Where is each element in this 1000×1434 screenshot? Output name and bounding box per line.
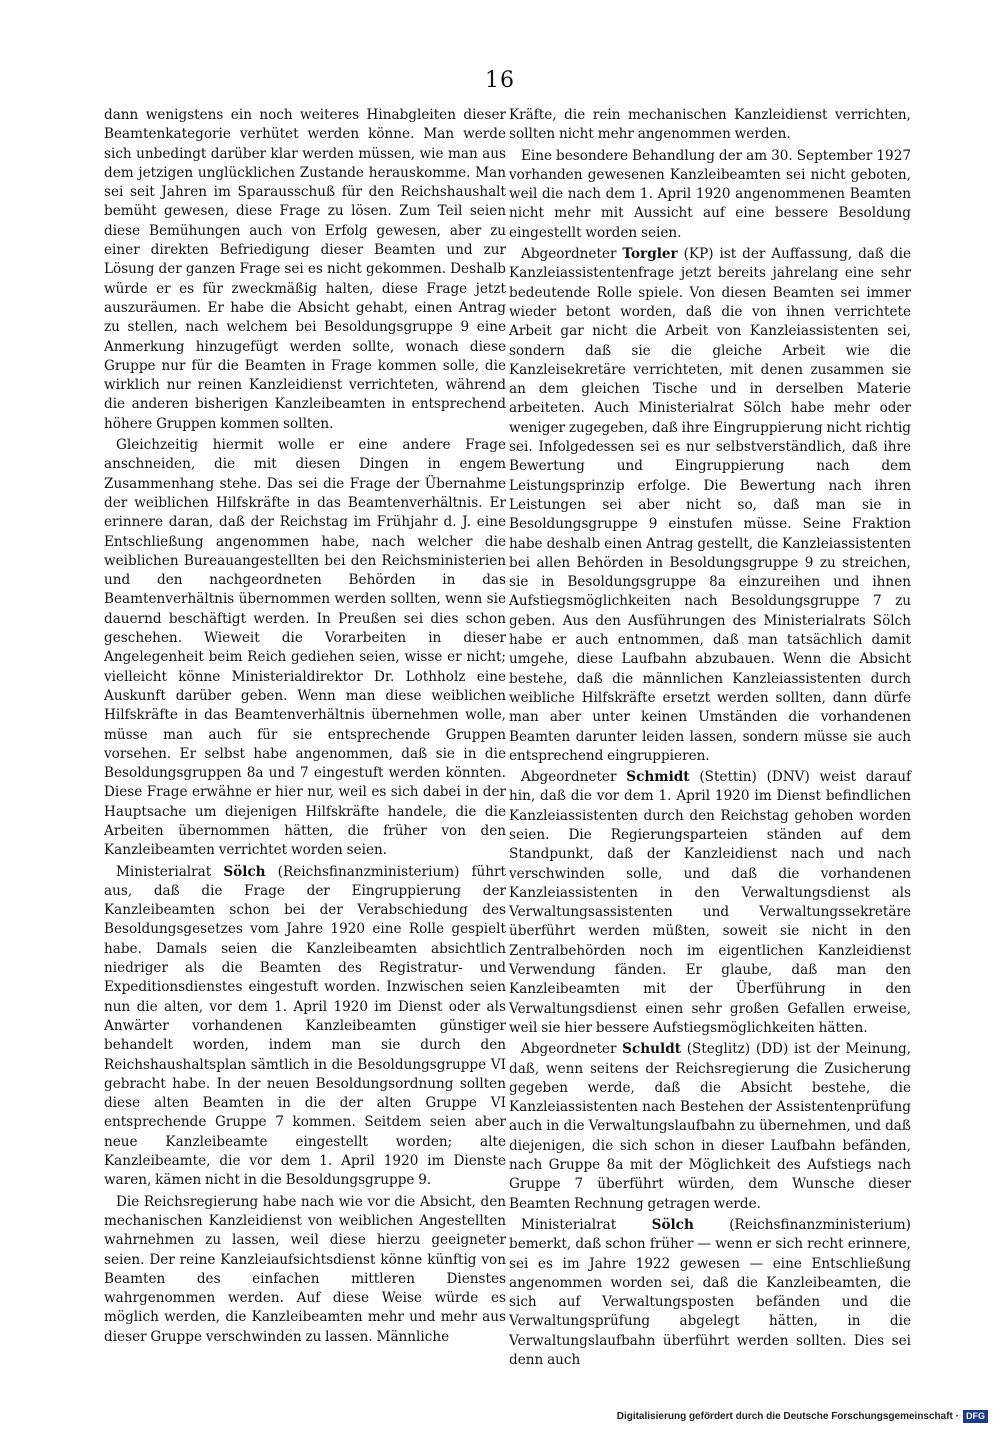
digitization-footer <box>617 1410 988 1423</box>
speaker-text: (Stettin) (DNV) weist darauf hin, daß die vor dem 1. April 1920 im Dienst befindlichen Kanzleiassistenten durch den Reichstag gehoben worden seien. Die Regierungsparteien ständen auf dem Standpunkt, daß der Kanzleidienst nach und nach verschwinden solle, und daß die vorhandenen Kanzleiassistenten in den Verwaltungsdienst als Verwaltungsassistenten und Verwaltungssekretäre überführt werden müßten, soweit sie nicht in den Zentralbehörden noch im eigentlichen Kanzleidienst Verwendung fänden. Er glaube, daß man den Kanzleibeamten mit der Überführung in den Verwaltungsdienst einen sehr großen Gefallen erweise, weil sie hier bessere Aufstiegsmöglichkeiten hätten. <box>509 769 911 1036</box>
speaker-title: Abgeordneter <box>521 246 617 263</box>
speaker-name: Torgler <box>622 246 678 263</box>
speaker-name: Sölch <box>651 1216 694 1233</box>
speaker-text: (Reichsfinanzministerium) bemerkt, daß schon früher — wenn er sich recht erinnere, sei es im Jahre 1922 gewesen — eine Entschließung angenommen worden sei, daß die Kanzleibeamten, die sich auf Verwaltungsposten befänden und die Verwaltungsprüfung abgelegt hätten, in die Verwaltungslaufbahn überführt werden sollten. Dies sei denn auch <box>509 1216 911 1368</box>
paragraph: Gleichzeitig hiermit wolle er eine andere Frage anschneiden, die mit diesen Dingen in engem Zusammenhang stehe. Das sei die Frage der Übernahme der weiblichen Hilfskräfte in das Beamtenverhältnis. Er erinnere daran, daß der Reichstag im Frühjahr d. J. eine Entschließung angenommen habe, nach welcher die weiblichen Bureauangestellten bei den Reichsministerien und den nachgeordneten Behörden in das Beamtenverhältnis übernommen werden sollten, wenn sie dauernd beschäftigt werden. In Preußen sei dies schon geschehen. Wieweit die Vorarbeiten in dieser Angelegenheit beim Reich gediehen seien, wisse er nicht; vielleicht könne Ministerialdirektor Dr. Lothholz eine Auskunft darüber geben. Wenn man diese weiblichen Hilfskräfte in das Beamtenverhältnis übernehmen wolle, müsse man auch für sie entsprechende Gruppen vorsehen. Er selbst habe angenommen, daß sie in die Besoldungsgruppen 8a und 7 eingestuft werden könnten. Diese Frage erwähne er hier nur, weil es sich dabei in der Hauptsache um diejenigen Hilfskräfte handele, die die Arbeiten übernommen hätten, die früher von den Kanzleibeamten verrichtet worden seien. <box>104 437 506 859</box>
dfg-logo: DFG <box>963 1410 988 1423</box>
speaker-paragraph <box>509 245 911 766</box>
speaker-title: Ministerialrat <box>521 1216 617 1233</box>
speaker-name: Schuldt <box>622 1041 681 1058</box>
speaker-text: (KP) ist der Auffassung, daß die Kanzleiassistentenfrage jetzt bereits jahrelang eine sehr bedeutende Rolle spiele. Von diesen Beamten sei immer wieder betont worden, daß die von ihnen verrichtete Arbeit gar nicht die Arbeit von Kanzleiassistenten sei, sondern daß sie die gleiche Arbeit wie die Kanzleisekretäre verrichteten, mit denen zusammen sie an dem gleichen Tische und in derselben Materie arbeiteten. Auch Ministerialrat Sölch habe mehr oder weniger zugegeben, daß ihre Eingruppierung nicht richtig sei. Infolgedessen sei es nur selbstverständlich, daß ihre Bewertung und Eingruppierung nach dem Leistungsprinzip erfolge. Die Bewertung nach ihren Leistungen sei aber nicht so, daß man sie in Besoldungsgruppe 9 einstufen müsse. Seine Fraktion habe deshalb einen Antrag gestellt, die Kanzleiassistenten bei allen Behörden in Besoldungsgruppe 9 zu streichen, sie in Besoldungsgruppe 8a einzureihen und ihnen Aufstiegsmöglichkeiten nach Besoldungsgruppe 7 zu geben. Aus den Ausführungen des Ministerialrats Sölch habe er auch entnommen, daß man tatsächlich damit umgehe, diese Laufbahn abzubauen. Wenn die Absicht bestehe, daß die männlichen Kanzleiassistenten durch weibliche Hilfskräfte ersetzt werden sollten, dann dürfe man aber unter keinen Umständen die vorhandenen Beamten darunter leiden lassen, sondern müsse sie auch entsprechend eingruppieren. <box>509 246 911 764</box>
speaker-text: (Steglitz) (DD) ist der Meinung, daß, wenn seitens der Reichsregierung die Zusicherung gegeben werde, daß die Absicht bestehe, die Kanzleiassistenten nach Bestehen der Assistentenprüfung auch in die Verwaltungslaufbahn zu übernehmen, und daß diejenigen, die sich schon in dieser Laufbahn befänden, nach Gruppe 8a mit der Möglichkeit des Aufstiegs nach Gruppe 7 überführt würden, dem Wunsche dieser Beamten Rechnung getragen werde. <box>509 1041 911 1212</box>
speaker-paragraph <box>509 1040 911 1214</box>
speaker-title: Ministerialrat <box>116 863 212 880</box>
left-column <box>104 106 506 1345</box>
speaker-paragraph <box>509 768 911 1038</box>
speaker-paragraph <box>104 863 506 1191</box>
speaker-title: Abgeordneter <box>521 769 617 786</box>
paragraph: Die Reichsregierung habe nach wie vor die Absicht, den mechanischen Kanzleidienst von weiblichen Angestellten wahrnehmen zu lassen, weil diese hierzu geeigneter seien. Der reine Kanzleiaufsichtsdienst könne künftig von Beamten des einfachen mittleren Dienstes wahrgenommen werden. Auf diese Weise würde es möglich werden, die Kanzleibeamten mehr und mehr aus dieser Gruppe verschwinden zu lassen. Männliche <box>104 1193 506 1345</box>
speaker-paragraph <box>509 1216 911 1370</box>
speaker-name: Sölch <box>223 863 266 880</box>
paragraph: dann wenigstens ein noch weiteres Hinabgleiten dieser Beamtenkategorie verhütet werden könne. Man werde sich unbedingt darüber klar werden müssen, wie man aus dem jetzigen unglücklichen Zustande herauskomme. Man sei seit Jahren im Sparausschuß für den Reichshaushalt bemüht gewesen, diese Frage zu lösen. Zum Teil seien diese Bemühungen auch von Erfolg gewesen, aber zu einer direkten Befriedigung dieser Beamten und zur Lösung der ganzen Frage sei es nicht gekommen. Deshalb würde er es für zweckmäßig halten, diese Frage jetzt auszuräumen. Er habe die Absicht gehabt, einen Antrag zu stellen, nach welchem bei Besoldungsgruppe 9 eine Anmerkung hinzugefügt werden sollte, wonach diese Gruppe nur für die Beamten in Frage kommen solle, die wirklich nur reinen Kanzleidienst verrichteten, während die anderen bisherigen Kanzleibeamten in entsprechend höhere Gruppen kommen sollten. <box>104 107 506 432</box>
footer-credit: Digitalisierung gefördert durch die Deutsche Forschungsgemeinschaft · <box>616 1411 959 1422</box>
right-column <box>509 106 911 1368</box>
paragraph: Eine besondere Behandlung der am 30. September 1927 vorhanden gewesenen Kanzleibeamten sei nicht geboten, weil die nach dem 1. April 1920 angenommenen Beamten nicht mehr mit Aussicht auf eine bessere Besoldung eingestellt worden seien. <box>509 147 911 241</box>
speaker-text: (Reichsfinanzministerium) führt aus, daß die Frage der Eingruppierung der Kanzleibeamten schon bei der Verabschiedung des Besoldungsgesetzes vom Jahre 1920 eine Rolle gespielt habe. Damals seien die Kanzleibeamten absichtlich niedriger als die Beamten des Registratur- und Expeditionsdienstes eingestuft worden. Inzwischen seien nun die alten, vor dem 1. April 1920 im Dienst oder als Anwärter vorhandenen Kanzleibeamten günstiger behandelt worden, indem man sie durch den Reichshaushaltsplan sämtlich in die Besoldungsgruppe VI gebracht habe. In der neuen Besoldungsordnung sollten diese alten Beamten in die der alten Gruppe VI entsprechende Gruppe 7 kommen. Seitdem seien aber neue Kanzleibeamte eingestellt worden; alte Kanzleibeamte, die vor dem 1. April 1920 im Dienste waren, kämen nicht in die Besoldungsgruppe 9. <box>104 863 506 1189</box>
speaker-name: Schmidt <box>626 769 690 786</box>
speaker-title: Abgeordneter <box>521 1041 617 1058</box>
page-number: 16 <box>485 68 515 93</box>
paragraph: Kräfte, die rein mechanischen Kanzleidienst verrichten, sollten nicht mehr angenommen werden. <box>509 107 911 143</box>
